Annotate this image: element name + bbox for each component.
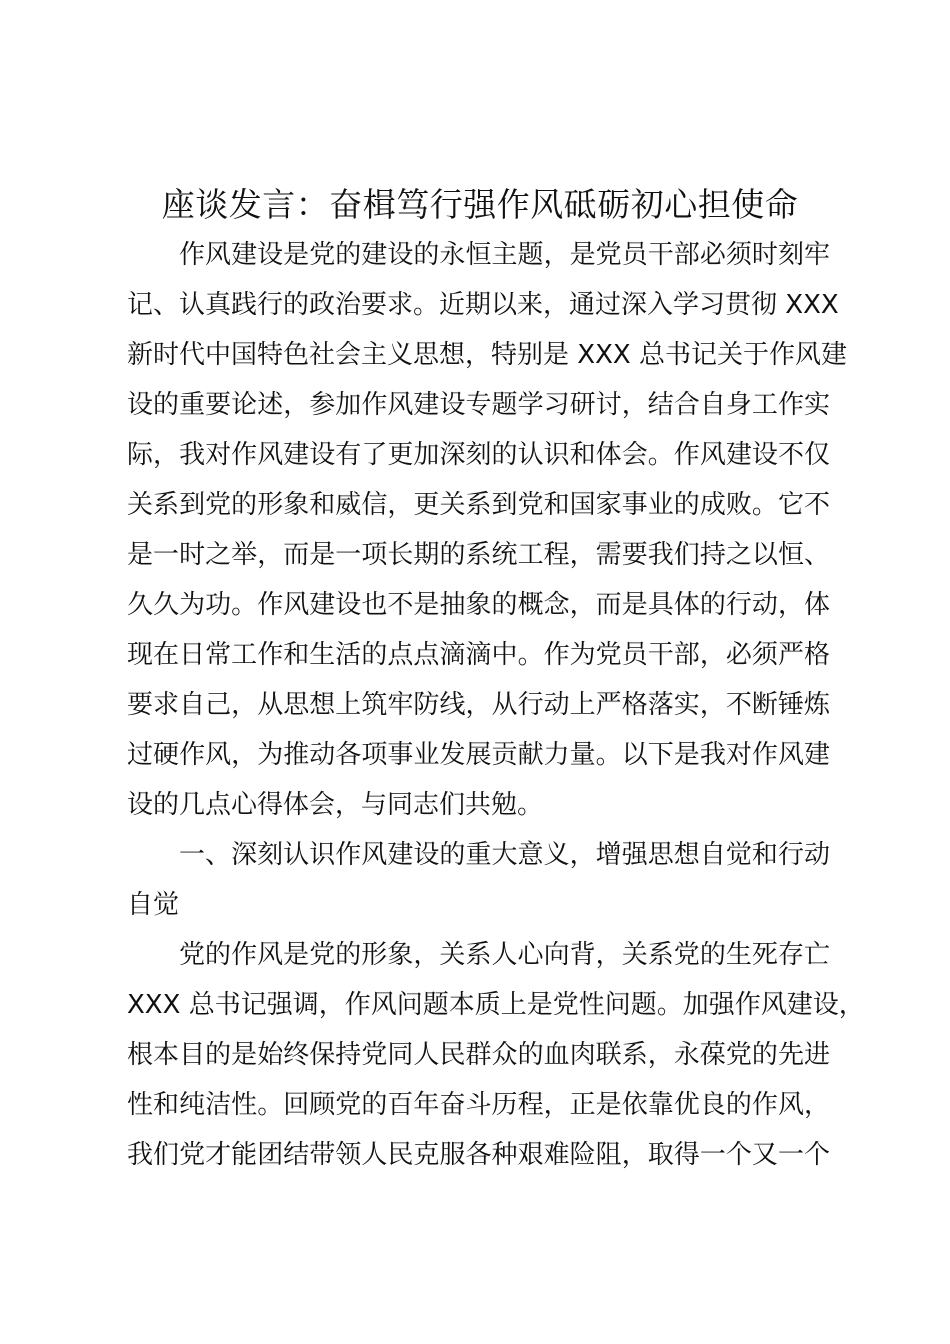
paragraph-line: 根本目的是始终保持党同人民群众的血肉联系，永葆党的先进 <box>127 1040 830 1070</box>
paragraph-line: XXX 总书记强调，作风问题本质上是党性问题。加强作风建设， <box>127 990 865 1020</box>
paragraph-line: 关系到党的形象和威信，更关系到党和国家事业的成败。它不 <box>127 490 830 520</box>
paragraph-line: 新时代中国特色社会主义思想，特别是 XXX 总书记关于作风建 <box>127 340 847 370</box>
paragraph-line: 设的重要论述，参加作风建设专题学习研讨，结合自身工作实 <box>127 390 830 420</box>
paragraph-line: 性和纯洁性。回顾党的百年奋斗历程，正是依靠优良的作风， <box>127 1090 830 1120</box>
paragraph-line: 际，我对作风建设有了更加深刻的认识和体会。作风建设不仅 <box>127 440 830 470</box>
paragraph-line: 是一时之举，而是一项长期的系统工程，需要我们持之以恒、 <box>127 540 830 570</box>
paragraph-line: 党的作风是党的形象，关系人心向背，关系党的生死存亡 <box>179 940 830 970</box>
paragraph-line: 设的几点心得体会，与同志们共勉。 <box>127 790 544 820</box>
paragraph-line: 记、认真践行的政治要求。近期以来，通过深入学习贯彻 XXX <box>127 290 839 320</box>
paragraph-line: 现在日常工作和生活的点点滴滴中。作为党员干部，必须严格 <box>127 640 830 670</box>
section-heading-line: 一、深刻认识作风建设的重大意义，增强思想自觉和行动 <box>179 840 830 870</box>
paragraph-line: 我们党才能团结带领人民克服各种艰难险阻，取得一个又一个 <box>127 1140 830 1170</box>
document-title: 座谈发言：奋楫笃行强作风砥砺初心担使命 <box>161 185 799 224</box>
document-body <box>127 230 865 1180</box>
paragraph-line: 过硬作风，为推动各项事业发展贡献力量。以下是我对作风建 <box>127 740 830 770</box>
section-heading-line: 自觉 <box>127 890 180 920</box>
paragraph-line: 要求自己，从思想上筑牢防线，从行动上严格落实，不断锤炼 <box>127 690 830 720</box>
paragraph-line: 作风建设是党的建设的永恒主题，是党员干部必须时刻牢 <box>179 240 830 270</box>
paragraph-line: 久久为功。作风建设也不是抽象的概念，而是具体的行动，体 <box>127 590 830 620</box>
